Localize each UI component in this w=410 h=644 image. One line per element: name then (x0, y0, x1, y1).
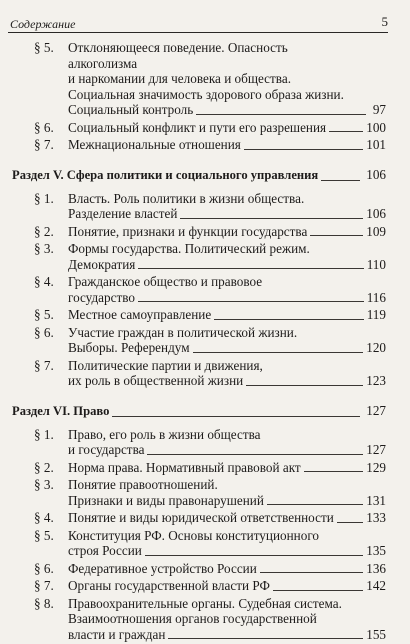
dot-leader (138, 268, 366, 269)
entry-title-line: и наркомании для человека и общества. (68, 71, 292, 86)
entry-page-number: 127 (363, 442, 386, 458)
entry-title-line: Федеративное устройство России (68, 560, 257, 576)
entry-page-number: 116 (364, 290, 386, 306)
entry-page-number: 120 (363, 340, 386, 356)
entry-title-line: власти и граждан (68, 626, 166, 642)
entry-title-line: Разделение властей (68, 206, 178, 221)
entry-title-line: Взаимоотношения органов государственной (68, 611, 317, 626)
entry-title-line: Правоохранительные органы. Судебная система. (68, 595, 342, 611)
entry-page-number: 129 (363, 460, 386, 476)
dot-leader (145, 555, 366, 556)
toc-entry[interactable] (10, 510, 386, 526)
section-page-number: 106 (363, 167, 386, 183)
toc-entry[interactable] (10, 325, 386, 356)
dot-leader (138, 301, 366, 302)
toc-entry[interactable] (10, 137, 386, 153)
section-page-number: 127 (363, 403, 386, 419)
entry-title-line: Гражданское общество и правовое (68, 274, 263, 289)
entry-title-line: Право, его роль в жизни общества (68, 426, 261, 442)
entry-title (68, 224, 352, 240)
dot-leader (329, 131, 366, 132)
entry-page-number: 110 (364, 257, 386, 273)
section-title: Раздел VI. Право (12, 403, 112, 419)
entry-title-line: Политические партии и движения, (68, 357, 263, 373)
running-title: Содержание (10, 17, 76, 31)
entry-page-number: 101 (363, 137, 386, 153)
entry-title-line: Понятие, признаки и функции государства (68, 223, 308, 239)
entry-page-number: 136 (363, 561, 386, 577)
entry-title-line: Власть. Роль политики в жизни общества. (68, 190, 305, 206)
paragraph-number: § 6. (34, 119, 54, 135)
section-heading (10, 403, 386, 419)
entry-page-number: 131 (363, 493, 386, 509)
entry-page-number: 135 (363, 543, 386, 559)
paragraph-number: § 5. (34, 40, 54, 55)
paragraph-number: § 4. (34, 274, 54, 289)
dot-leader (304, 471, 366, 472)
entry-title-line: их роль в общественной жизни (68, 373, 244, 388)
entry-title (68, 137, 352, 153)
table-of-contents (10, 40, 386, 644)
entry-title-line: Межнациональные отношения (68, 137, 241, 152)
toc-entry[interactable] (10, 578, 386, 594)
entry-title-line: Формы государства. Политический режим. (68, 241, 310, 256)
dot-leader (214, 319, 366, 320)
entry-title-line: государство (68, 289, 135, 305)
entry-page-number: 97 (370, 102, 386, 118)
paragraph-number: § 7. (34, 357, 54, 373)
page-header (8, 14, 388, 33)
paragraph-number: § 2. (34, 459, 54, 475)
paragraph-number: § 1. (34, 426, 54, 442)
dot-leader (196, 114, 366, 115)
dot-leader (337, 522, 366, 523)
entry-title-line: Социальный контроль (68, 102, 194, 117)
paragraph-number: § 1. (34, 190, 54, 206)
paragraph-number: § 5. (34, 527, 54, 543)
entry-title (68, 120, 352, 136)
entry-title-line: Норма права. Нормативный правовой акт (68, 459, 301, 475)
paragraph-number: § 6. (34, 560, 54, 576)
entry-title-line: Демократия (68, 256, 136, 272)
entry-title (68, 578, 352, 594)
toc-entry[interactable] (10, 427, 386, 458)
dot-leader (260, 572, 366, 573)
entry-page-number: 142 (363, 578, 386, 594)
entry-title-line: Социальная значимость здорового образа жизни. (68, 86, 344, 102)
dot-leader (193, 352, 366, 353)
entry-title-line: Конституция РФ. Основы конституционного (68, 527, 319, 543)
paragraph-number: § 4. (34, 510, 54, 525)
entry-page-number: 123 (363, 373, 386, 389)
toc-entry[interactable] (10, 477, 386, 508)
toc-entry[interactable] (10, 191, 386, 222)
toc-entry[interactable] (10, 241, 386, 272)
entry-page-number: 133 (363, 510, 386, 526)
entry-title (68, 596, 352, 643)
entry-title-line: строя России (68, 543, 142, 558)
paragraph-number: § 5. (34, 307, 54, 322)
toc-entry[interactable] (10, 528, 386, 559)
entry-title (68, 510, 352, 526)
page-number: 5 (381, 14, 388, 29)
toc-entry[interactable] (10, 596, 386, 643)
entry-title-line: Социальный конфликт и пути его разрешения (68, 119, 327, 135)
entry-title (68, 460, 352, 476)
dot-leader (244, 149, 366, 150)
toc-entry[interactable] (10, 274, 386, 305)
toc-entry[interactable] (10, 40, 386, 118)
entry-title-line: Участие граждан в политической жизни. (68, 324, 298, 340)
entry-page-number: 119 (364, 307, 386, 323)
entry-title (68, 561, 352, 577)
paragraph-number: § 7. (34, 137, 54, 152)
toc-entry[interactable] (10, 120, 386, 136)
entry-title-line: Выборы. Референдум (68, 340, 190, 355)
entry-title-line: Признаки и виды правонарушений (68, 492, 264, 508)
dot-leader (168, 638, 366, 639)
entry-page-number: 155 (363, 627, 386, 643)
toc-entry[interactable] (10, 460, 386, 476)
dot-leader (147, 454, 366, 455)
dot-leader (310, 235, 366, 236)
toc-entry[interactable] (10, 224, 386, 240)
paragraph-number: § 3. (34, 477, 54, 492)
entry-page-number: 109 (363, 224, 386, 240)
entry-page-number: 106 (363, 206, 386, 222)
entry-title (68, 307, 352, 323)
paragraph-number: § 2. (34, 223, 54, 239)
entry-title-line: Органы государственной власти РФ (68, 578, 270, 593)
entry-page-number: 100 (363, 120, 386, 136)
dot-leader (180, 218, 366, 219)
entry-title-line: Понятие и виды юридической ответственности (68, 510, 334, 525)
dot-leader (273, 590, 366, 591)
entry-title (68, 40, 352, 118)
section-title: Раздел V. Сфера политики и социального управления (12, 167, 321, 183)
entry-title-line: Понятие правоотношений. (68, 477, 218, 492)
section-heading (10, 167, 386, 183)
toc-entry[interactable] (10, 561, 386, 577)
paragraph-number: § 3. (34, 241, 54, 256)
entry-title-line: Отклоняющееся поведение. Опасность алкоголизма (68, 40, 288, 71)
entry-title-line: Местное самоуправление (68, 307, 212, 322)
paragraph-number: § 8. (34, 595, 54, 611)
toc-entry[interactable] (10, 358, 386, 389)
dot-leader (267, 504, 366, 505)
paragraph-number: § 7. (34, 578, 54, 593)
paragraph-number: § 6. (34, 324, 54, 340)
dot-leader (246, 385, 366, 386)
entry-title-line: и государства (68, 442, 145, 457)
toc-entry[interactable] (10, 307, 386, 323)
